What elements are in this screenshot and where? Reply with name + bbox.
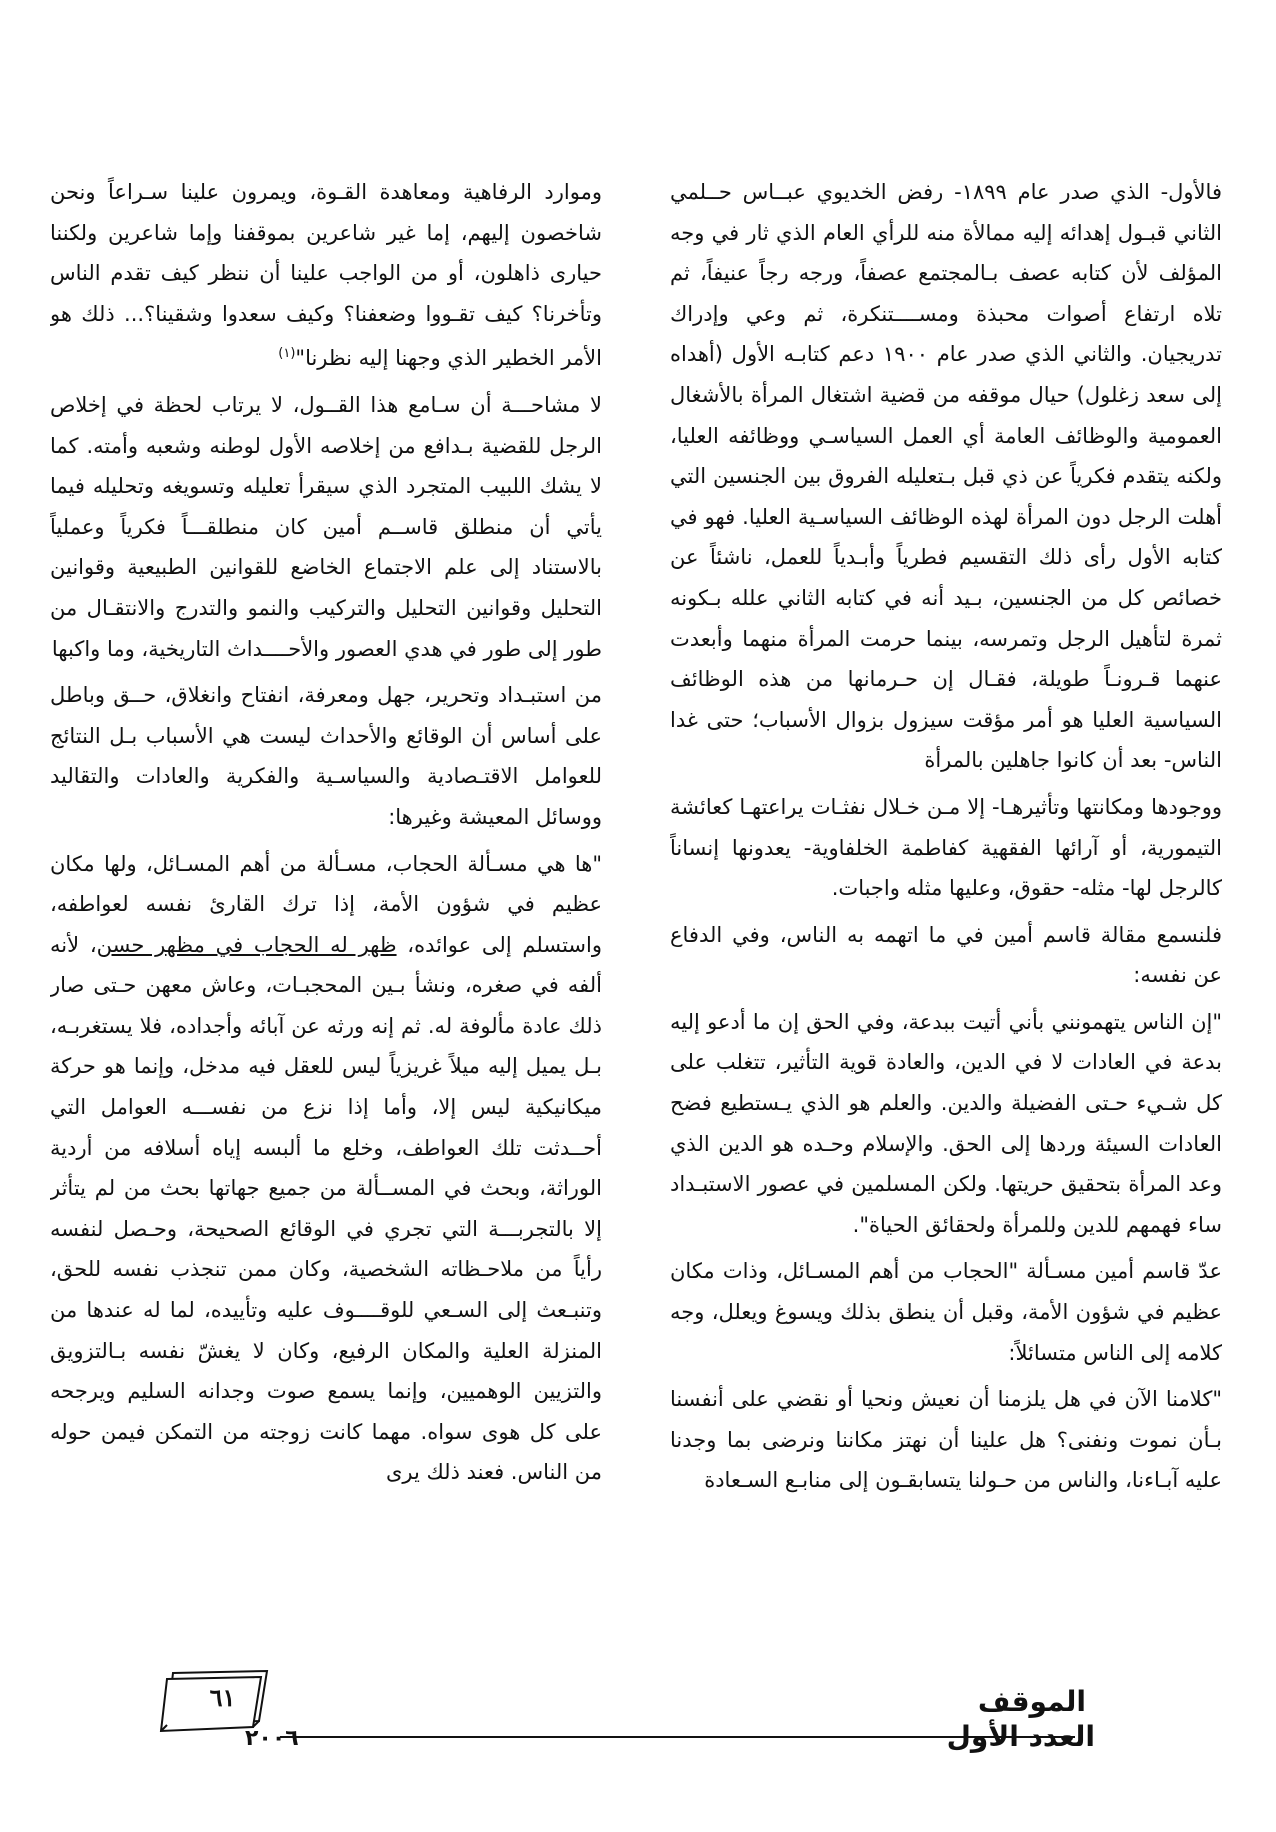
left-column xyxy=(50,172,602,1642)
paragraph: فالأول- الذي صدر عام ١٨٩٩- رفض الخديوي عبــاس حــلمي الثاني قبـول إهدائه إليه ممالأة منه للرأي العام الذي ثار في وجه المؤلف لأن كتابه عصف بـالمجتمع عصفاً، ورجه رجاً عنيفاً، ثم تلاه ارتفاع أصوات محبذة ومســــتنكرة، ثم وعي وإدراك تدريجيان. والثاني الذي صدر عام ١٩٠٠ دعم كتابـه الأول (أهداه إلى سعد زغلول) حيال موقفه من قضية اشتغال المرأة بالأشغال العمومية والوظائف العامة أي العمل السياسـي ووظائفه العليا، ولكنه يتقدم فكرياً عن ذي قبل بـتعليله الفروق بين الجنسين التي أهلت الرجل دون المرأة لهذه الوظائف السياسـية العليا. فهو في كتابه الأول رأى ذلك التقسيم فطرياً وأبـدياً للعمل، ناشئاً عن خصائص كل من الجنسين، بـيد أنه في كتابه الثاني علله بـكونه ثمرة لتأهيل الرجل وتمرسه، بينما حرمت المرأة منهما وأبعدت عنهما قـرونـاً طويلة، فقـال إن حـرمانها من هذه الوظائف السياسية العليا هو أمر مؤقت سيزول بزوال الأسباب؛ حتى غدا الناس- بعد أن كانوا جاهلين بالمرأة xyxy=(670,180,1222,773)
issue-info xyxy=(245,1720,1095,1764)
issue-label: العدد الأول xyxy=(946,1720,1095,1753)
quote-text: ، لأنه ألفه في صغره، ونشأ بـين المحجبـات، وعاش معهن حـتى صار ذلك عادة مألوفة له. ثم إنه ورثه عن آبائه وأجداده، فلا يستغربـه، بـل يميل إليه ميلاً غريزياً ليس للعقل فيه مدخل، وإنما هو حركة ميكانيكية ليس إلا، وأما إذا نزع من نفســـه العوامل التي أحــدثت تلك العواطف، وخلع ما ألبسه إياه أسلافه من أردية الوراثة، وبحث في المســألة من جميع جهاتها بحث من لم يتأثر إلا بالتجربـــة التي تجري في الوقائع الصحيحة، وحـصل لنفسه رأياً من ملاحـظاته الشخصية، وكان ممن تنجذب نفسه للحق، وتنبـعث إلى السـعي للوقــــوف عليه وتأييده، لما له عندها من المنزلة العلية والمكان الرفيع، وكان لا يغشّ نفسه بـالتزويق والتزيين الوهميين، وإنما يسمع صوت وجدانه السليم ويرجحه على كل هوى سواه. مهما كانت زوجته من التمكن فيمن حوله من الناس. فعند ذلك يرى xyxy=(50,932,602,1485)
page-number: ٦١ xyxy=(209,1683,236,1712)
paragraph xyxy=(50,844,602,1494)
issue-year: ٢٠٠٦ xyxy=(245,1726,299,1751)
quote-text: "ها هي مسـألة الحجاب، مسـألة من أهم المسـائل، ولها مكان عظيم في شؤون الأمة، إذا ترك القارئ نفسه لعواطفه، واستسلم إلى عوائده، xyxy=(50,851,602,957)
paragraph: لا مشاحـــة أن سـامع هذا القــول، لا يرتاب لحظة في إخلاص الرجل للقضية بـدافع من إخلاصه الأول لوطنه وشعبه وأمته. كما لا يشك اللبيب المتجرد الذي سيقرأ تعليله وتسويغه وتحليله فيما يأتي أن منطلق قاســم أمين كان منطلقـــاً فكرياً وعملياً بالاستناد إلى علم الاجتماع الخاضع للقوانين الطبيعية وقوانين التحليل وقوانين التحليل والتركيب والنمو والتدرج والانتقـال من طور إلى طور في هدي العصور والأحــــداث التاريخية، وما واكبها xyxy=(50,392,602,661)
quote-text: وموارد الرفاهية ومعاهدة القـوة، ويمرون علينا سـراعاً ونحن شاخصون إليهم، إما غير شاعرين بموقفنا وإما شاعرين ولكننا حيارى ذاهلون، أو من الواجب علينا أن ننظر كيف تقدم الناس وتأخرنا؟ كيف تقـووا وضعفنا؟ وكيف سعدوا وشقينا؟... ذلك هو الأمر الخطير الذي وجهنا إليه نظرنا" xyxy=(50,180,602,371)
footnote-reference: (١) xyxy=(278,346,296,362)
underlined-phrase: ظهر له الحجاب في مظهر حسن xyxy=(96,932,397,957)
right-column xyxy=(670,172,1222,1642)
paragraph: عدّ قاسم أمين مسـألة "الحجاب من أهم المسـائل، وذات مكان عظيم في شؤون الأمة، وقبل أن ينطق بذلك ويسوغ ويعلل، وجه كلامه إلى الناس متسائلاً: xyxy=(670,1259,1222,1365)
paragraph: فلنسمع مقالة قاسم أمين في ما اتهمه به الناس، وفي الدفاع عن نفسه: xyxy=(670,922,1222,988)
paragraph: ووجودها ومكانتها وتأثيرهـا- إلا مـن خـلال نفثـات يراعتهـا كعائشة التيمورية، أو آرائها الفقهية كفاطمة الخلفاوية- يعدونها إنساناً كالرجل لها- مثله- حقوق، وعليها مثله واجبات. xyxy=(670,794,1222,901)
paragraph: من استبـداد وتحرير، جهل ومعرفة، انفتاح وانغلاق، حــق وباطل على أساس أن الوقائع والأحداث ليست هي الأسباب بـل النتائج للعوامل الاقتـصادية والسياسـية والفكرية والعادات والتقاليد ووسائل المعيشة وغيرها: xyxy=(50,683,602,829)
paragraph: "كلامنا الآن في هل يلزمنا أن نعيش ونحيا أو نقضي على أنفسنا بـأن نموت ونفنى؟ هل علينا أن نهتز مكاننا ونرضى بما وجدنا عليه آبـاءنا، والناس من حـولنا يتسابقـون إلى منابـع السـعادة xyxy=(670,1387,1222,1493)
paragraph: "إن الناس يتهمونني بأني أتيت ببدعة، وفي الحق إن ما أدعو إليه بدعة في العادات لا في الدين، والعادة قوية التأثير، تتغلب على كل شـيء حـتى الفضيلة والدين. والعلم هو الذي يـستطيع فضح العادات السيئة وردها إلى الحق. والإسلام وحـده هو الدين الذي وعد المرأة بتحقيق حريتها. ولكن المسلمين في عصور الاستبـداد ساء فهمهم للدين وللمرأة ولحقائق الحياة". xyxy=(670,1009,1222,1237)
paragraph xyxy=(50,172,602,379)
journal-logo: الموقف xyxy=(977,1685,1086,1718)
